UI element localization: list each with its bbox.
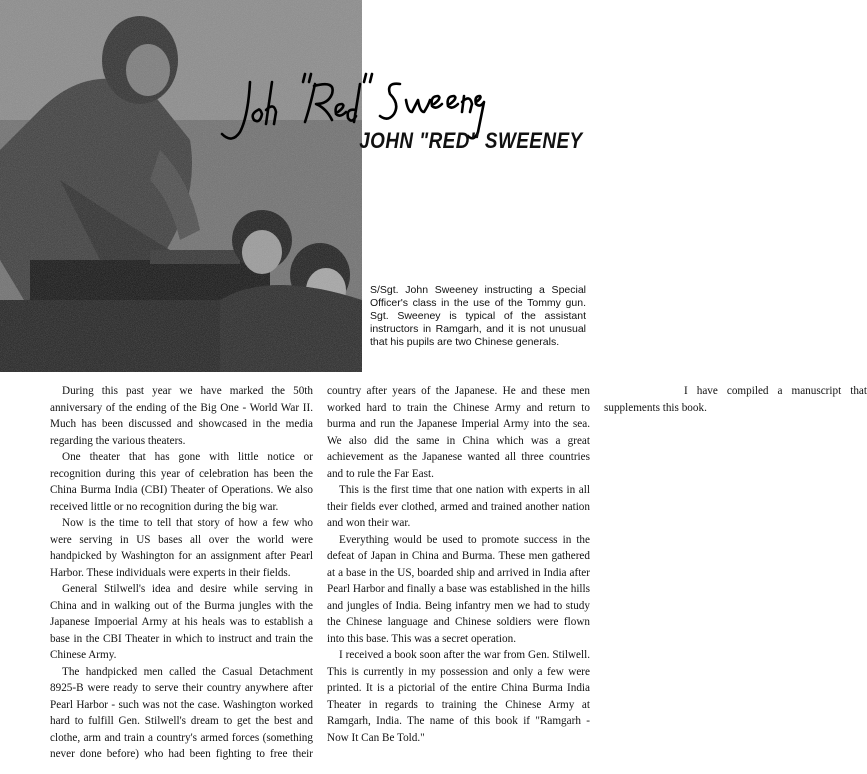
article-body: [50, 383, 867, 768]
paragraph: The handpicked men called the Casual Detachment 8925-B were ready to serve their country anywhere after Pearl Harbor - such was not the case. Washington worked hard to fulfill Gen. Stilwell's dream to get the best and clothe, arm and train a country's armed forces (something never done before) who had been fighting to free their country after years of the Japanese. He and these men worked hard to train the Chinese Army and return to burma and run the Japanese Imperial Army into the sea. We also did the same in China which was a great achievement as the Japanese wanted all three countries and to rule the Far East.: [50, 385, 590, 760]
photo-caption: S/Sgt. John Sweeney instructing a Special Officer's class in the use of the Tommy gun. Sgt. Sweeney is typical of the assistant instructors in Ramgarh, and it is not unusual that his pupils are two Chinese generals.: [370, 284, 586, 348]
paragraph: During this past year we have marked the 50th anniversary of the ending of the Big One - World War II. Much has been discussed and showcased in the media regarding the various theaters.: [50, 385, 313, 447]
paragraph: I have compiled a manuscript that supplements this book.: [604, 385, 867, 414]
paragraph: One theater that has gone with little notice or recognition during this year of celebration has been the China Burma India (CBI) Theater of Operations. We also received little or no recognition during the big war.: [50, 451, 313, 513]
article-headline: JOHN "RED" SWEENEY: [359, 128, 583, 153]
photo-illustration: [0, 0, 362, 372]
paragraph: Now is the time to tell that story of how a few who were serving in US bases all over the world were handpicked by Washington for an assignment after Pearl Harbor. These individuals were experts in their fields.: [50, 517, 313, 579]
paragraph: I received a book soon after the war from Gen. Stilwell. This is currently in my possession and only a few were printed. It is a pictorial of the entire China Burma India Theater in regards to training the Chinese Army at Ramgarh, India. The name of this book if "Ramgarh - Now It Can Be Told.": [327, 649, 590, 744]
instruction-photo: [0, 0, 362, 372]
paragraph: Everything would be used to promote success in the defeat of Japan in China and Burma. These men gathered at a base in the US, boarded ship and arrived in India after Pearl Harbor and finally a base was established in the hills and jungles of India. Being infantry men we had to study the Chinese language and Chinese soldiers were flown into this base. This was a secret operation.: [327, 533, 590, 645]
paragraph: General Stilwell's idea and desire while serving in China and in walking out of the Burma jungles with the Japanese Impoerial Army at his heals was to establish a base in the CBI Theater in which to instruct and train the Chinese Army.: [50, 583, 313, 661]
paragraph: This is the first time that one nation with experts in all their fields ever clothed, armed and trained another nation and won their war.: [327, 484, 590, 529]
